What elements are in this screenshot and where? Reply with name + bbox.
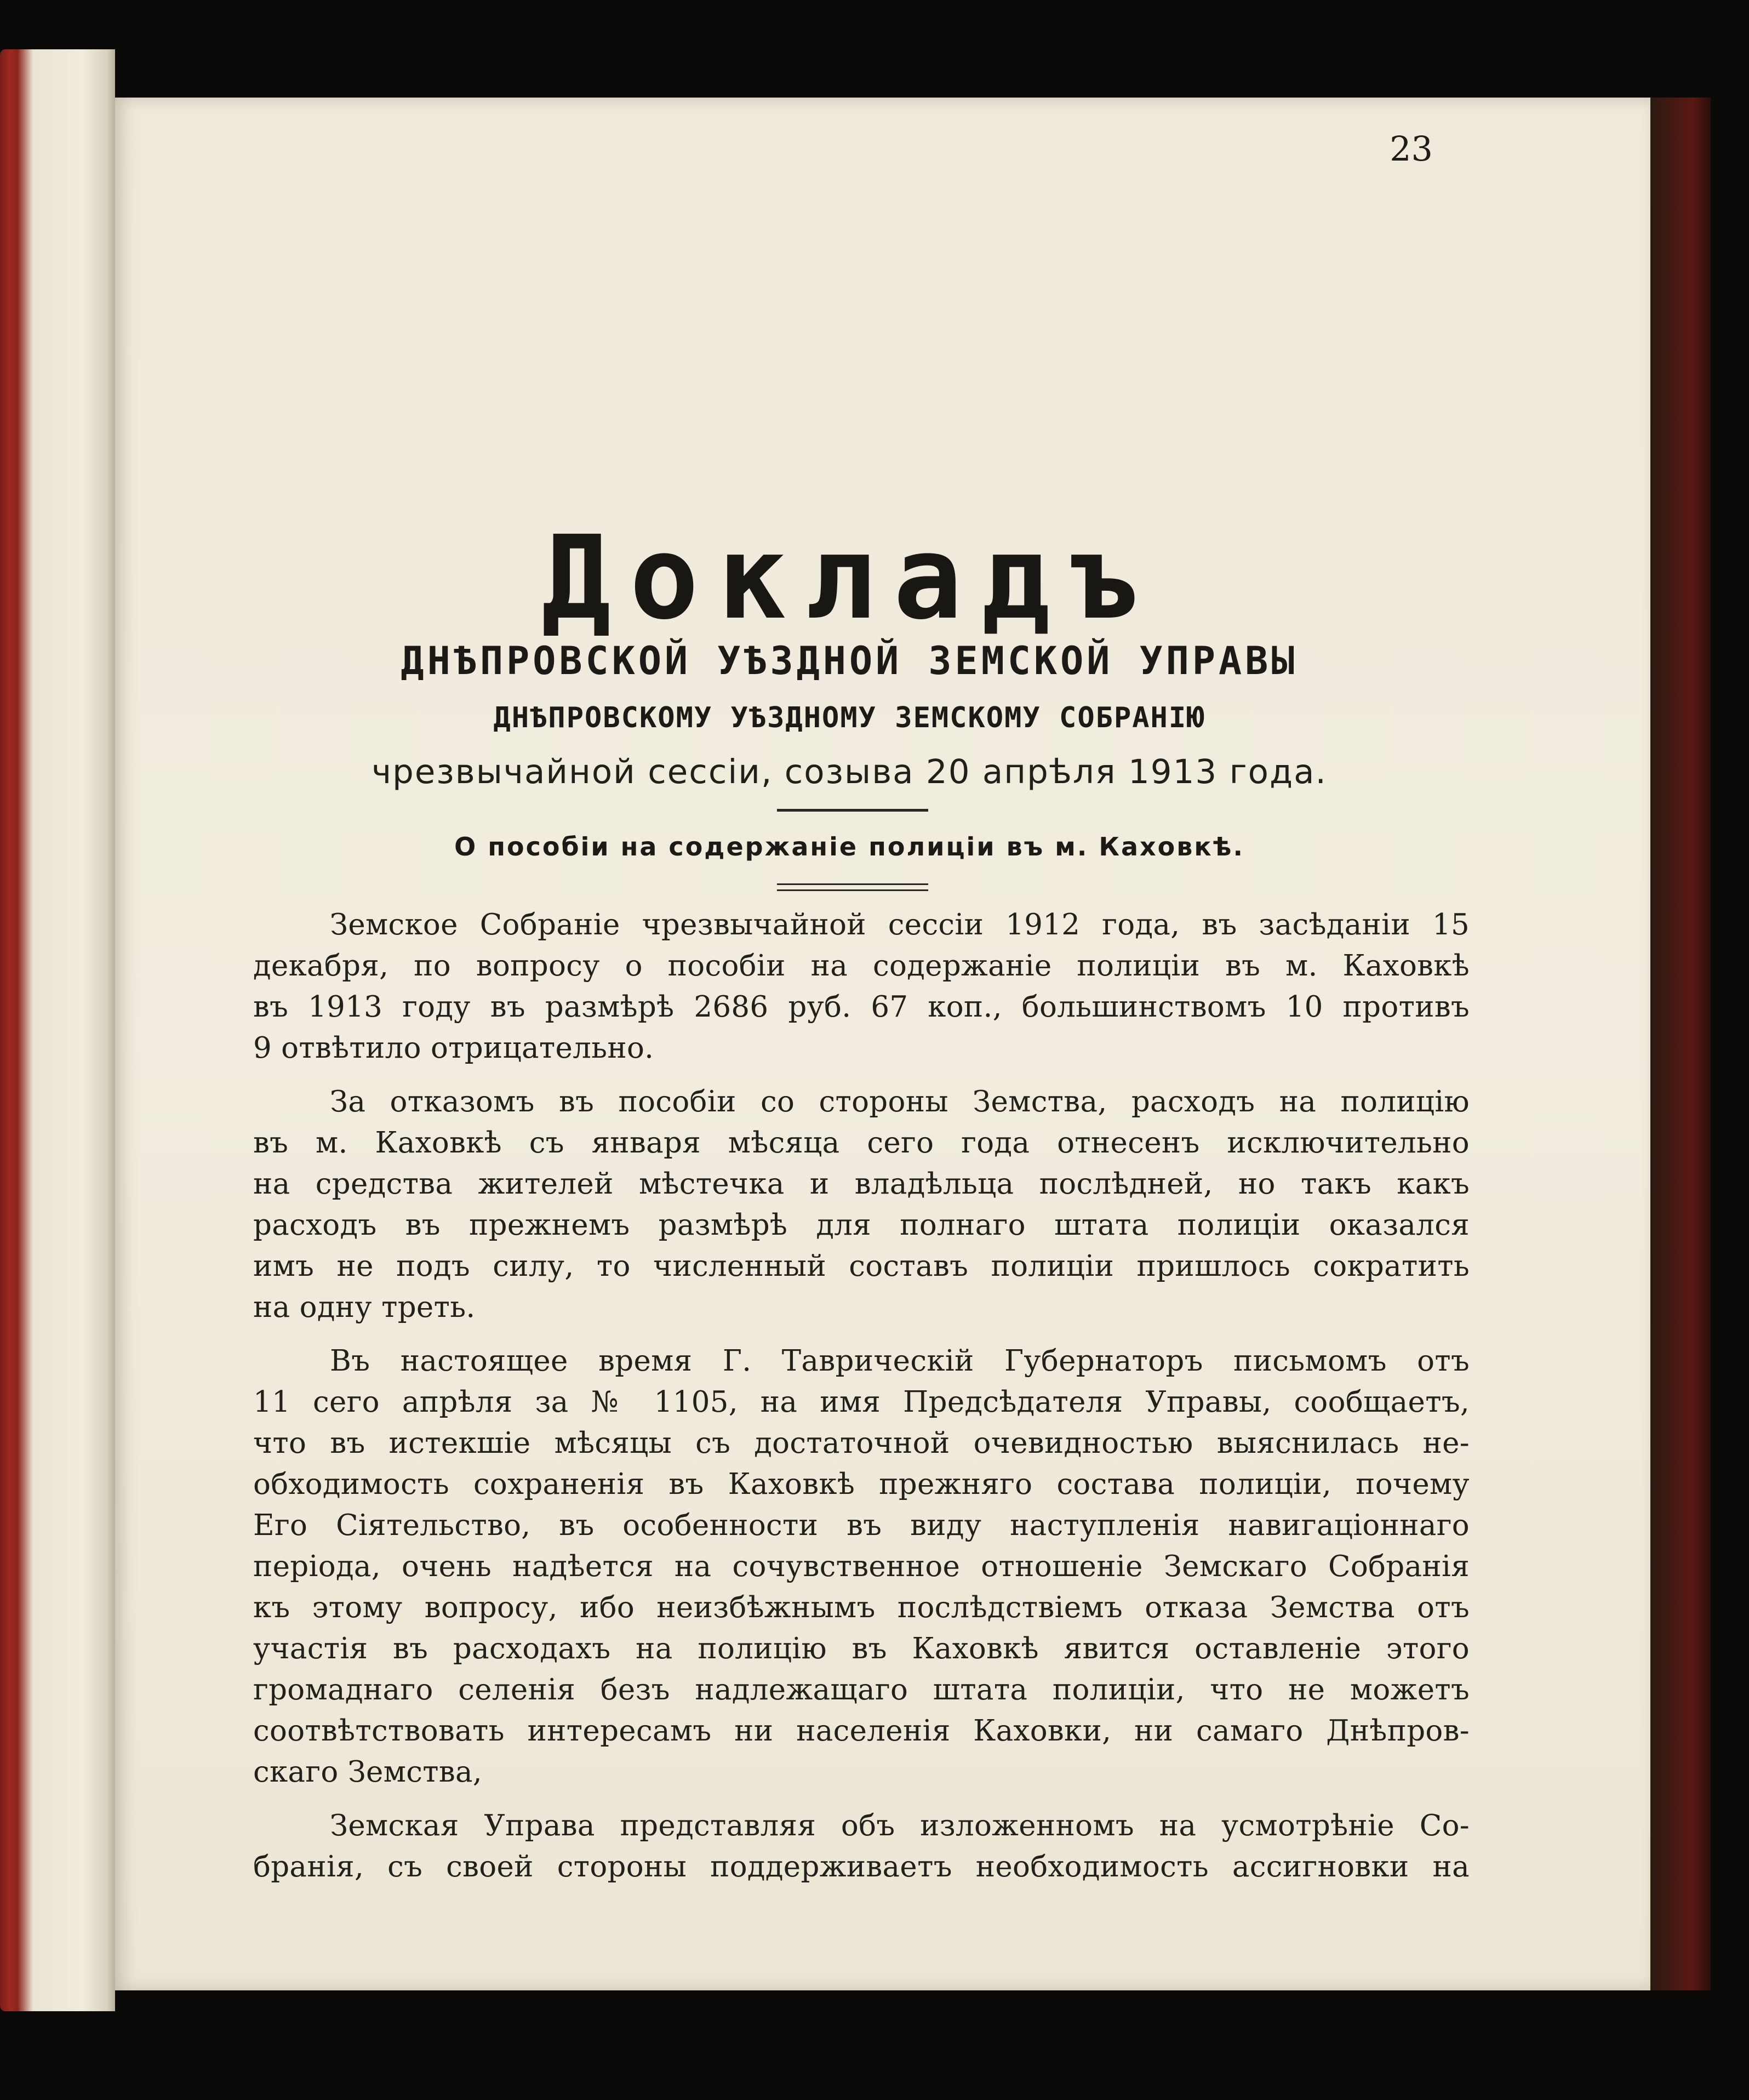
- text-line: обходимость сохраненія въ Каховкѣ прежняго состава полиціи, почему: [253, 1468, 1470, 1501]
- report-session: чрезвычайной сессіи, созыва 20 апрѣля 1913 года.: [371, 752, 1327, 791]
- report-title: Докладъ: [541, 511, 1157, 645]
- paragraph: [253, 904, 1470, 1069]
- text-line: Его Сіятельство, въ особенности въ виду наступленія навигаціоннаго: [253, 1509, 1470, 1542]
- text-line: декабря, по вопросу о пособіи на содержаніе полиціи въ м. Каховкѣ: [253, 949, 1470, 983]
- text-line: громаднаго селенія безъ надлежащаго штата полиціи, что не можетъ: [253, 1673, 1470, 1707]
- paragraph: [253, 1081, 1470, 1328]
- double-divider-rule: [777, 883, 928, 891]
- text-line: участія въ расходахъ на полицію въ Каховкѣ явится оставленіе этого: [253, 1632, 1470, 1665]
- text-line: соотвѣтствовать интересамъ ни населенія Каховки, ни самаго Днѣпров-: [253, 1714, 1470, 1748]
- book-binding-left: [0, 49, 115, 2011]
- section-heading: О пособіи на содержаніе полиціи въ м. Каховкѣ.: [454, 832, 1244, 861]
- text-line: имъ не подъ силу, то численный составъ полиціи пришлось сократить: [253, 1249, 1470, 1283]
- body-text: [253, 904, 1470, 1900]
- text-line: въ м. Каховкѣ съ января мѣсяца сего года отнесенъ исключительно: [253, 1126, 1470, 1160]
- divider-rule: [777, 809, 928, 812]
- text-line: 9 отвѣтило отрицательно.: [253, 1031, 654, 1065]
- paragraph: [253, 1805, 1470, 1887]
- text-line: скаго Земства,: [253, 1755, 483, 1789]
- text-line: бранія, съ своей стороны поддерживаетъ необходимость ассигновки на: [253, 1850, 1470, 1884]
- paragraph: [253, 1340, 1470, 1793]
- text-line: Въ настоящее время Г. Таврическій Губернаторъ письмомъ отъ: [330, 1344, 1470, 1378]
- text-line: Земское Собраніе чрезвычайной сессіи 1912 года, въ засѣданіи 15: [330, 908, 1470, 941]
- page-number: 23: [1390, 129, 1433, 169]
- text-line: За отказомъ въ пособіи со стороны Земства, расходъ на полицію: [330, 1085, 1470, 1119]
- report-authority: ДНѢПРОВСКОЙ УѢЗДНОЙ ЗЕМСКОЙ УПРАВЫ: [401, 638, 1298, 683]
- text-line: въ 1913 году въ размѣрѣ 2686 руб. 67 коп., большинствомъ 10 противъ: [253, 990, 1470, 1024]
- text-line: на средства жителей мѣстечка и владѣльца послѣдней, но такъ какъ: [253, 1167, 1470, 1201]
- book-binding-right: [1650, 98, 1711, 1990]
- text-line: расходъ въ прежнемъ размѣрѣ для полнаго штата полиціи оказался: [253, 1208, 1470, 1242]
- text-line: на одну треть.: [253, 1291, 476, 1324]
- text-line: Земская Управа представляя объ изложенномъ на усмотрѣніе Со-: [330, 1809, 1470, 1842]
- report-recipient: ДНѢПРОВСКОМУ УѢЗДНОМУ ЗЕМСКОМУ СОБРАНІЮ: [493, 701, 1205, 734]
- text-line: 11 сего апрѣля за № 1105, на имя Предсѣдателя Управы, сообщаетъ,: [253, 1385, 1470, 1419]
- text-line: къ этому вопросу, ибо неизбѣжнымъ послѣдствіемъ отказа Земства отъ: [253, 1591, 1470, 1624]
- text-line: что въ истекшіе мѣсяцы съ достаточной очевидностью выяснилась не-: [253, 1426, 1470, 1460]
- text-line: періода, очень надѣется на сочувственное отношеніе Земскаго Собранія: [253, 1550, 1470, 1583]
